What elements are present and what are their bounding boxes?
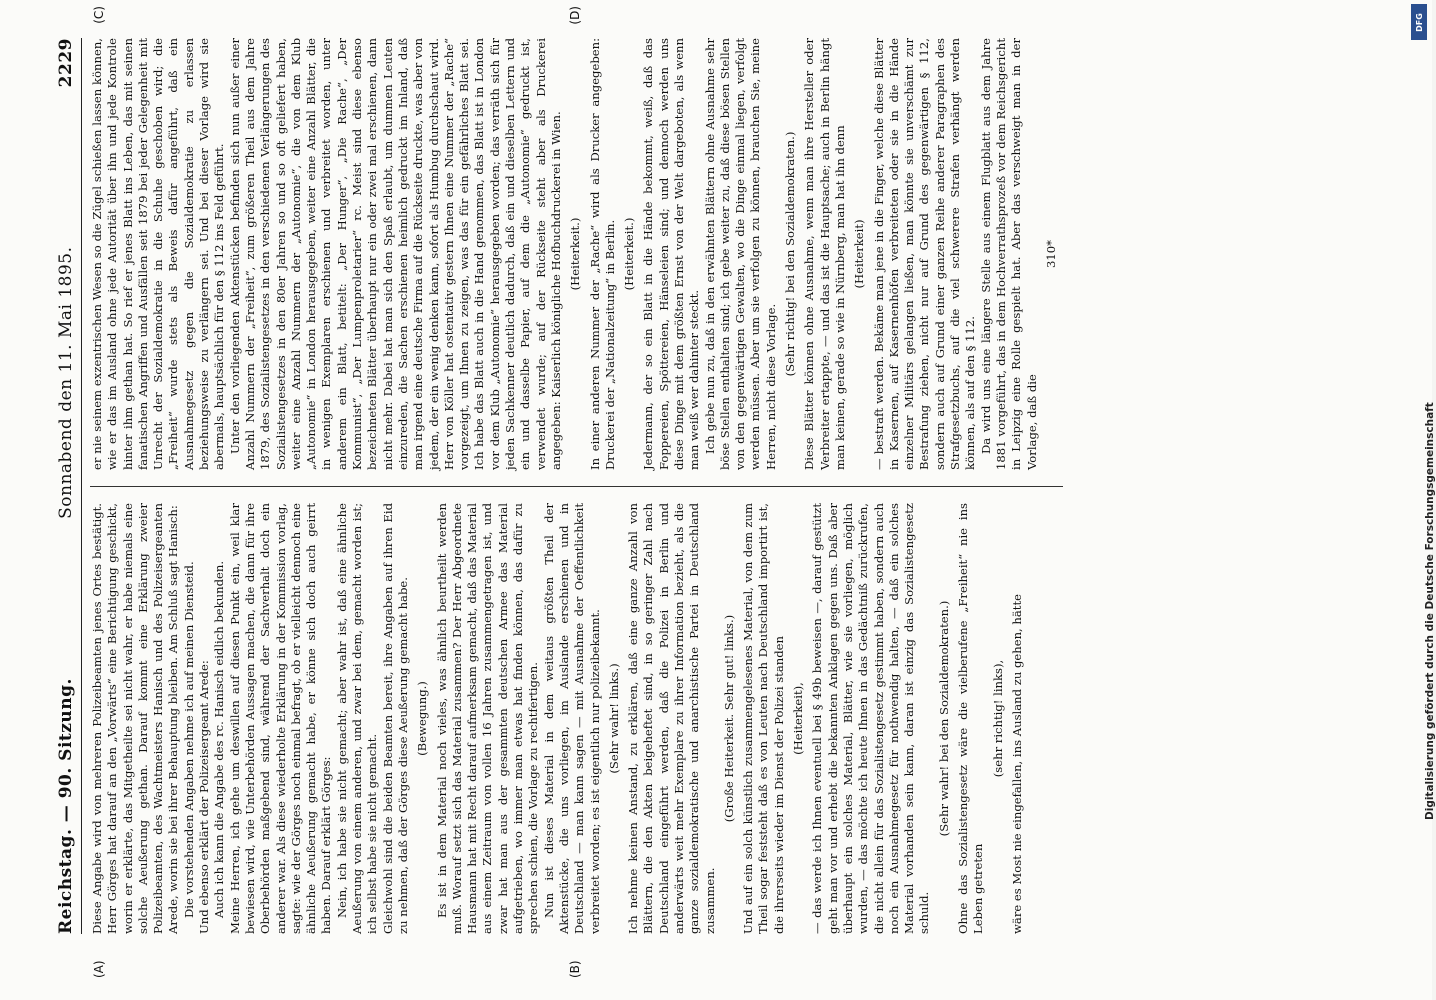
interjection: (Sehr wahr! bei den Sozialdemokraten.) [936, 600, 951, 837]
interjection: (Heiterkeit.) [568, 217, 583, 291]
paragraph: — das werde ich Ihnen eventuell bei § 49b beweisen —, darauf gestützt geht man vor und erhebt die bekannten Anklagen gegen uns. Daß aber überhaupt ein solches Material, Blätter, wie sie vorliegen, möglich wurden, — das möchte ich heute Ihnen in das Gedächtniß zurückrufen, die nicht allein für das Sozialistengesetz gestimmt haben, sondern auch noch ein Ausnahmegesetz für nothwendig halten, — daß ein solches Material vorhanden sein kann, daran ist einzig das Sozialistengesetz schuld. [810, 503, 932, 934]
paragraph: er nie seinem exzentrischen Wesen so die Zügel schießen lassen können, wie er das im Ausland ohne jede Autorität über ihn und jede Kontrole hinter ihm gethan hat. So rief er jenes Blatt ins Leben, das mit seinen fanatischen Angriffen und Ausfällen seit 1879 bei jeder Gelegenheit mit Unrecht der Sozialdemokratie in die Schuhe geschoben wird; die „Freiheit“ wurde stets als Beweis dafür angeführt, daß ein Ausnahmegesetz gegen die Sozialdemokratie zu erlassen beziehungsweise zu verlängern sei. Und bei dieser Vorlage wird sie abermals, hauptsächlich für den § 112 ins Feld geführt. [90, 38, 227, 470]
paragraph: Gleichwohl sind die beiden Beamten bereit, ihre Angaben auf ihren Eid zu nehmen, daß der Görges diese Aeußerung gemacht habe. [380, 503, 410, 934]
paragraph: Ich gebe nun zu, daß in den erwähnten Blättern ohne Ausnahme sehr böse Stellen enthalten sind; ich gebe weiter zu, daß diese bösen Stellen von den gegenwärtigen Gewalten, wo die Dinge einmal liegen, verfolgt werden müssen. Aber um sie verfolgen zu können, brauchen Sie, meine Herren, nicht diese Vorlage. [702, 38, 778, 470]
text-columns [90, 6, 1063, 978]
paragraph: Diese Angabe wird von mehreren Polizeibeamten jenes Ortes bestätigt. Herr Görges hat darauf an den „Vorwärts“ eine Berichtigung geschickt, worin er erklärte, das Mitgetheilte sei nicht wahr, er habe niemals eine solche Aeußerung gethan. Darauf kommt eine Erklärung zweier Polizeibeamten, des Wachtmeisters Hanisch und des Polizeisergeanten Arede, worin sie bei ihrer Behauptung bleiben. Am Schluß sagt Hanisch: [90, 503, 181, 934]
interjection: (Heiterkeit), [791, 682, 806, 755]
margin-marker-c: (C) [92, 6, 106, 24]
dfg-logo-text: DFG [1414, 12, 1424, 32]
interjection: (sehr richtig! links), [990, 659, 1005, 778]
paragraph: Ich nehme keinen Anstand, zu erklären, daß eine ganze Anzahl von Blättern, die den Akten beigeheftet sind, in so geringer Zahl nach Deutschland eingeführt werden, daß die Polizei in Berlin und anderwärts weit mehr Exemplare zu ihrer Information bezieht, als die ganze sozialdemokratische und anarchistische Partei in Deutschland zusammen. [626, 503, 717, 934]
interjection: (Heiterkeit) [852, 219, 867, 289]
paragraph: Und auf ein solch künstlich zusammengelesenes Material, von dem zum Theil sogar feststeht daß es von Leuten nach Deutschland importirt ist, die ihrerseits wieder im Dienst der Polizei standen [741, 503, 786, 934]
paragraph: — bestraft werden. Bekäme man jene in die Finger, welche diese Blätter in Kasernen, auf Kasernenhöfen verbreiteten oder sie in die Hände einzelner Militärs gelangen ließen, man könnte sie unverschämt zur Bestrafung ziehen, nicht nur auf Grund des gegenwärtigen § 112, sondern auch auf Grund einer ganzen Reihe anderer Paragraphen des Strafgesetzbuchs, auf die viel schwerere Strafen verhängt werden können, als auf den § 112. [871, 38, 978, 470]
paragraph: In einer anderen Nummer der „Rache“ wird als Drucker angegeben: Druckerei der „Nationalzeitung“ in Berlin. [587, 38, 617, 470]
paragraph: Da wird uns eine längere Stelle aus einem Flugblatt aus dem Jahre 1881 vorgeführt, das in dem Hochverrathsprozeß vor dem Reichsgericht in Leipzig eine Rolle gespielt hat. Aber das verschweigt man in der Vorlage, daß die [978, 38, 1039, 470]
paragraph: Unter den vorliegenden Aktenstücken befinden sich nun außer einer Anzahl Nummern der „Freiheit“, zum größeren Theil aus dem Jahre 1879, des Sozialistengesetzes in den verschiedenen Verlängerungen des Sozialistengesetzes in den 80er Jahren so und so oft geliefert haben, weiter eine Anzahl Nummern der „Autonomie“, die von dem Klub „Autonomie“ in London herausgegeben, weiter eine Anzahl Blätter, die in wenigen Exemplaren erschienen und verbreitet worden, unter anderem ein Blatt, betitelt: „Der Hunger“, „Die Rache“, „Der Kommunist“, „Der Lumpenproletarier“ rc. Meist sind diese ebenso bezeichneten Blätter überhaupt nur ein oder zwei mal erschienen, dann nicht mehr. Dabei hat man sich den Spaß erlaubt, um dummen Leuten einzureden, die Sachen erschienen heimlich gedruckt im Inland, daß man irgend eine deutsche Firma auf die Rückseite druckte, was aber von jedem, der ein wenig denken kann, sofort als Humbug durchschaut wird. Herr von Köller hat ostentativ gestern Ihnen eine Nummer der „Rache“ vorgezeigt, um Ihnen zu zeigen, was das für ein gefährliches Blatt sei. Ich habe das Blatt auch in die Hand genommen, das Blatt ist in London vor dem Klub „Autonomie“ herausgegeben worden; das verräth sich für jeden Sachkenner deutlich dadurch, daß ein und dieselben Lettern und ein und dasselbe Papier, auf dem die „Autonomie“ gedruckt ist, verwendet wurde; auf der Rückseite steht aber als Druckerei angegeben: Kaiserlich königliche Hofbuchdruckerei in Wien. [227, 38, 563, 470]
paragraph: Auch ich kann die Angabe des rc. Hanisch eidlich bekunden. [212, 560, 227, 918]
paragraph: Die vorstehenden Angaben nehme ich auf meinen Diensteid. [181, 561, 196, 918]
interjection: (Heiterkeit.) [622, 217, 637, 291]
paragraph: Nein, ich habe sie nicht gemacht; aber wahr ist, daß eine ähnliche Aeußerung von einem anderen, und zwar bei dem, gemacht worden ist; ich selbst habe sie nicht gemacht. [334, 503, 380, 934]
newspaper-page [16, 0, 1416, 1000]
dfg-logo [1411, 4, 1427, 40]
left-column [90, 486, 1063, 934]
paragraph: Jedermann, der so ein Blatt in die Hände bekommt, weiß, daß das Foppereien, Spöttereien, Hänseleien sind; und dennoch werden uns diese Dinge mit dem größten Ernst von der Welt dargeboten, als wenn man weiß wer dahinter steckt. [641, 38, 702, 470]
paragraph: Es ist in dem Material noch vieles, was ähnlich beurtheilt werden muß. Worauf setzt sich das Material zusammen? Der Herr Abgeordnete Hausmann hat mit Recht darauf aufmerksam gemacht, daß das Material aus einem Zeitraum von vollen 16 Jahren zusammengetragen ist, und zwar hat man aus der gesammten deutschen Armee das Material aufgetrieben, wo immer man etwas hat finden können, das dafür zu sprechen schien, die Vorlage zu rechtfertigen. [434, 503, 541, 934]
header-left: Reichstag. — 90. Sitzung. [56, 678, 76, 934]
interjection: (Große Heiterkeit. Sehr gut! links.) [721, 614, 736, 823]
credit-text: Digitalisierung gefördert durch die Deutsche Forschungsgemeinschaft [1424, 402, 1436, 820]
paragraph: Diese Blätter können ohne Ausnahme, wenn man ihre Hersteller oder Verbreiter ertappte, — und das ist die Hauptsache; auch in Berlin hängt man keinen, gerade so wie in Nürnberg, man hat ihn denn [802, 38, 847, 470]
paragraph: Und ebenso erklärt der Polizeisergeant Arede: [197, 660, 212, 934]
interjection: (Bewegung.) [415, 681, 430, 756]
interjection: (Sehr wahr! links.) [606, 663, 621, 774]
paragraph: wäre es Most nie eingefallen, ins Ausland zu gehen, hätte [1009, 594, 1024, 934]
page-number: 2229 [56, 38, 76, 88]
right-column [90, 38, 1063, 486]
margin-marker-b: (B) [568, 960, 582, 978]
header-date: Sonnabend den 11. Mai 1895. [56, 246, 76, 519]
margin-marker-d: (D) [568, 6, 582, 25]
interjection: (Sehr richtig! bei den Sozialdemokraten.) [783, 131, 798, 377]
paragraph: Nun ist dieses Material in dem weitaus größten Theil der Aktenstücke, die uns vorliegen, im Auslande erschienen und in Deutschland — man kann sagen — mit Ausnahme der Oeffentlichkeit verbreitet worden; es ist eigentlich nur polizeibekannt. [541, 503, 602, 934]
signature-mark: 310* [1043, 240, 1058, 268]
digitization-credit [1408, 0, 1436, 1000]
paragraph: Meine Herren, ich gehe um deswillen auf diesen Punkt ein, weil klar bewiesen wird, wie Unterbehörden Aussagen machen, die dann für ihre Oberbehörden maßgebend sind, während der Sachverhalt doch ein anderer war. Als diese wiederholte Erklärung in der Kommission vorlag, sagte: wie der Görges noch einmal befragt, ob er vielleicht dennoch eine ähnliche Aeußerung gemacht habe, er könne sich doch auch geirrt haben. Darauf erklärt Görges: [227, 503, 334, 934]
paragraph: Ohne das Sozialistengesetz wäre die vielberufene „Freiheit“ nie ins Leben getreten [956, 503, 986, 934]
page-header [56, 38, 82, 934]
margin-marker-a: (A) [92, 960, 106, 978]
